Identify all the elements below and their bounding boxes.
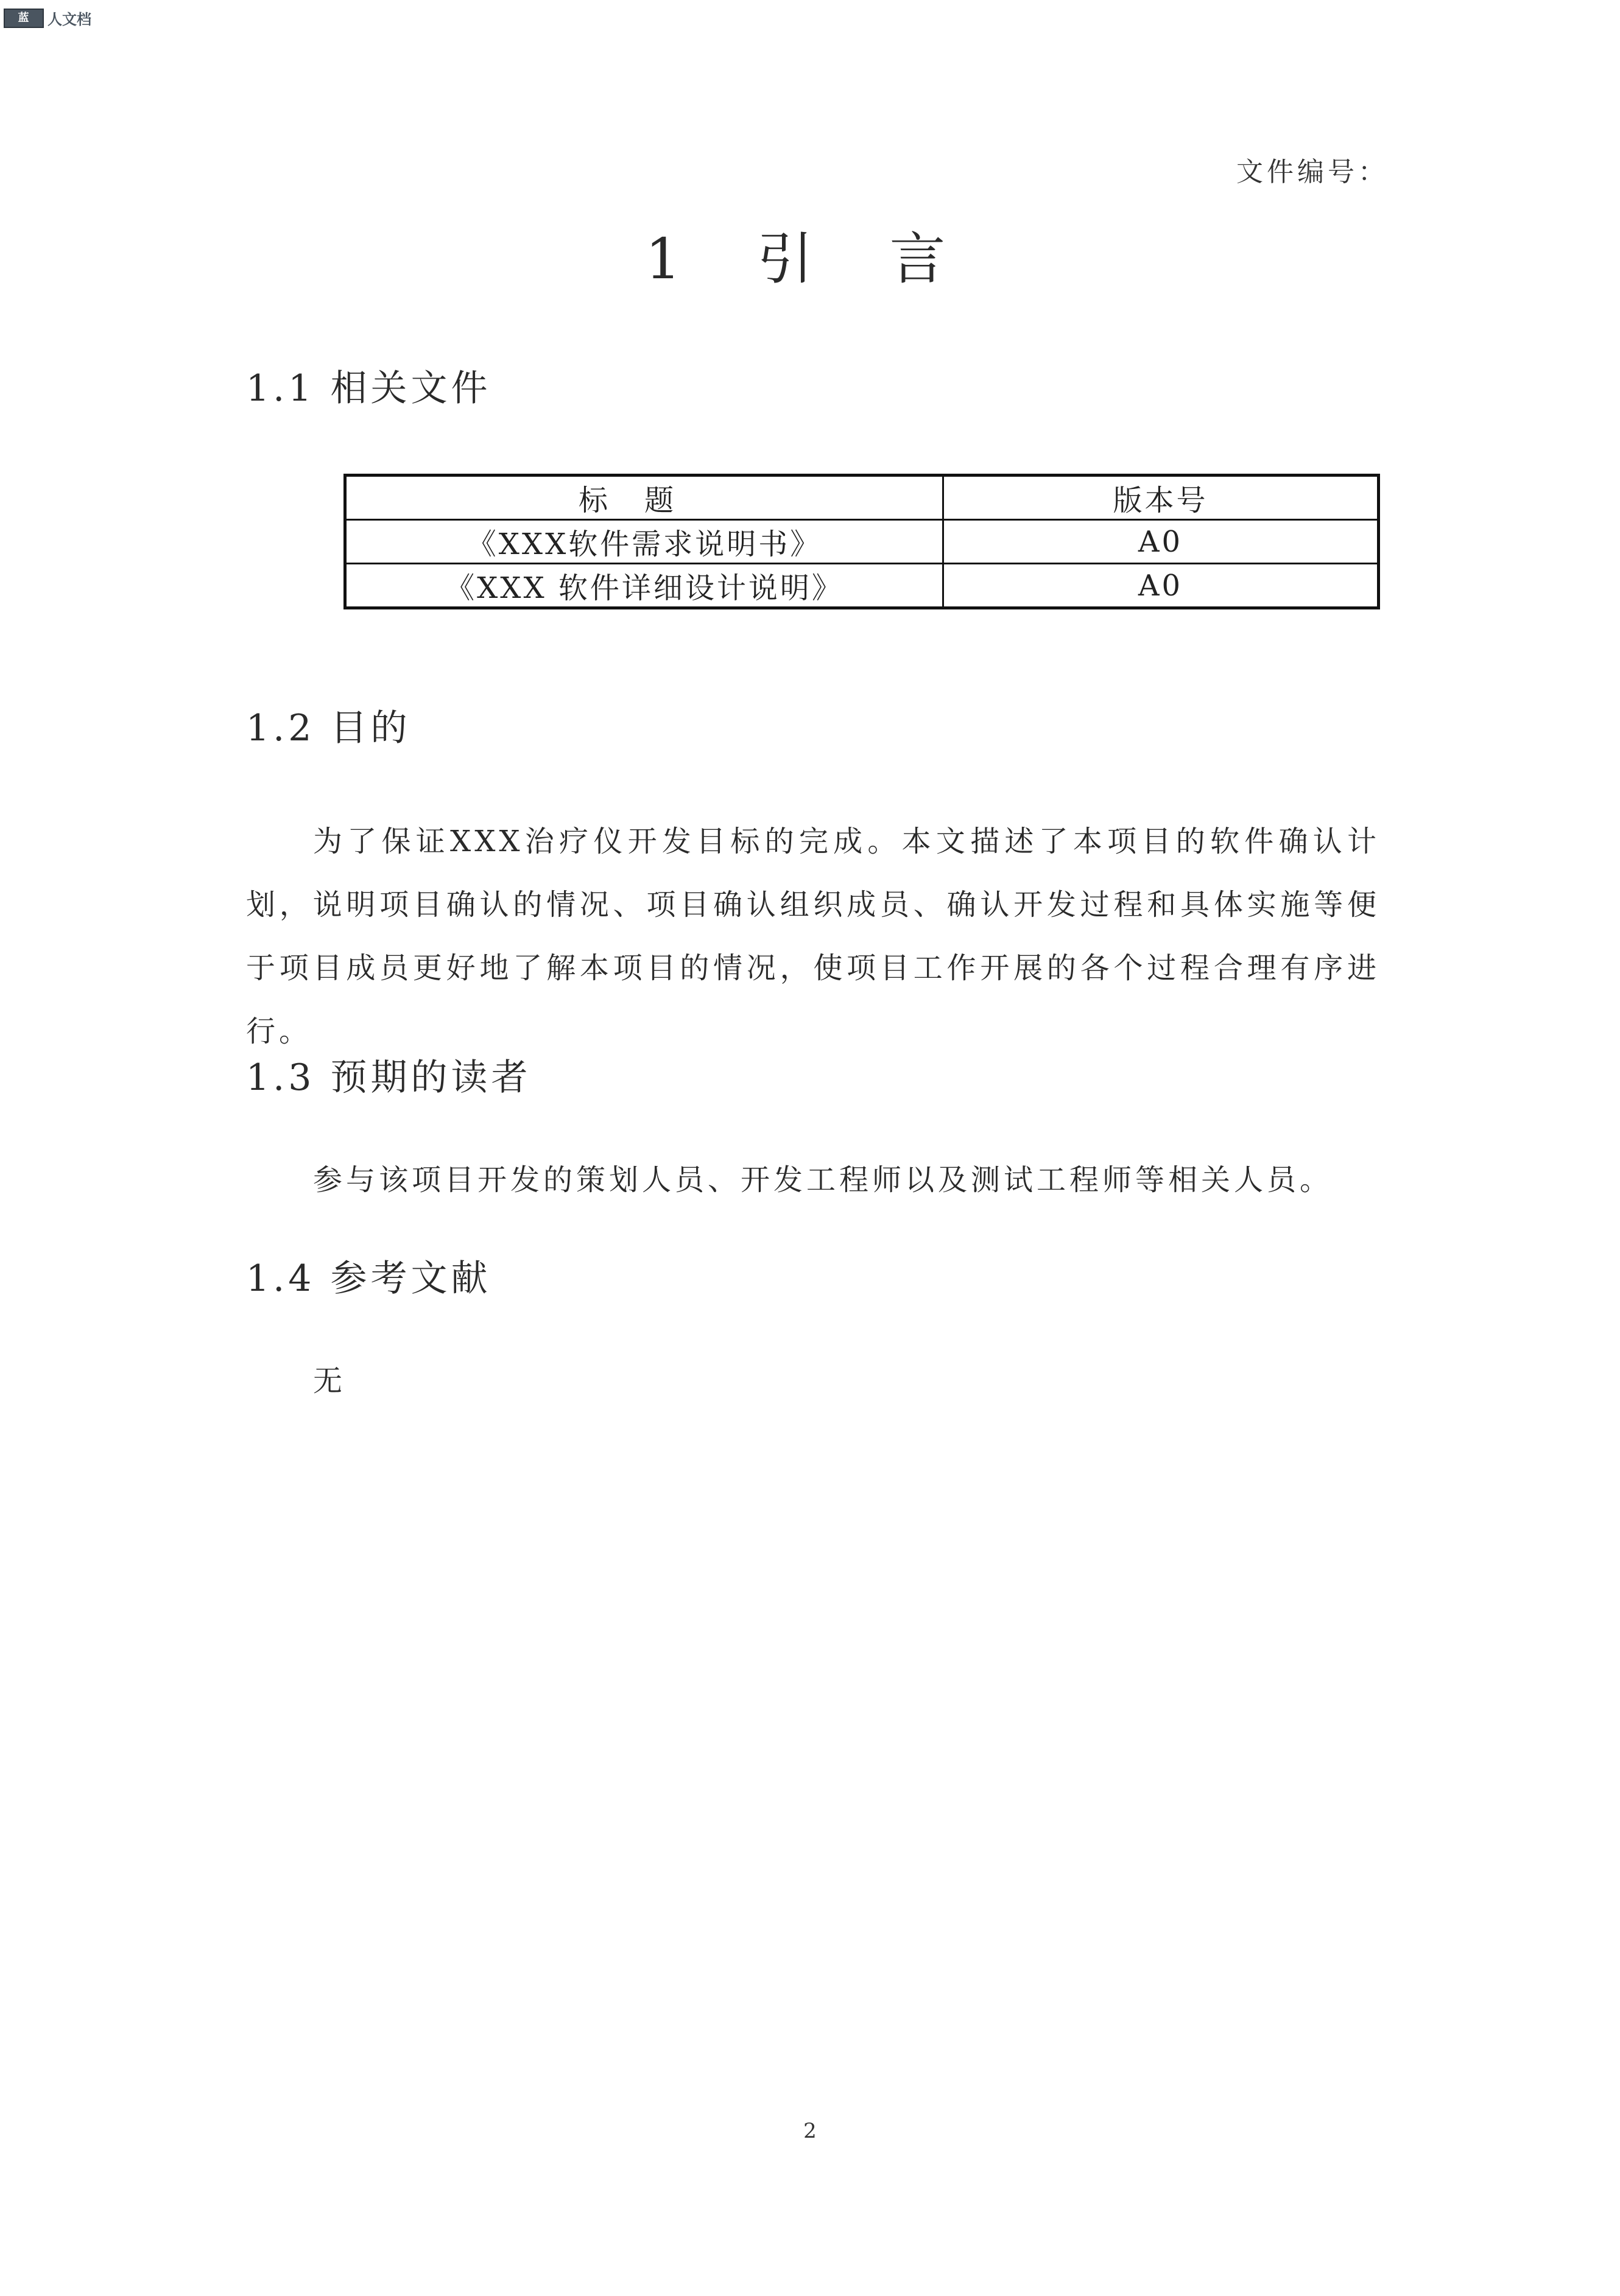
purpose-paragraph: 为了保证XXX治疗仪开发目标的完成。本文描述了本项目的软件确认计划，说明项目确认的情况、项目确认组织成员、确认开发过程和具体实施等便于项目成员更好地了解本项目的情况，使项目工作开展的各个过程合理有序进行。 — [246, 824, 1380, 1048]
logo-mark: 蓝 — [4, 9, 44, 28]
section-heading-related-docs: 1.1 相关文件 — [246, 367, 491, 410]
section-heading-purpose: 1.2 目的 — [246, 707, 411, 750]
audience-paragraph: 参与该项目开发的策划人员、开发工程师以及测试工程师等相关人员。 — [313, 1163, 1333, 1197]
table-header-row — [345, 476, 1379, 520]
table-row — [345, 520, 1379, 564]
section-heading-references: 1.4 参考文献 — [246, 1257, 491, 1300]
section-heading-audience: 1.3 预期的读者 — [246, 1056, 532, 1099]
table-cell-version: A0 — [943, 520, 1379, 564]
table-cell-version: A0 — [943, 564, 1379, 608]
file-number-label: 文件编号： — [1236, 156, 1389, 188]
watermark-logo — [4, 7, 91, 29]
chapter-title: 1 引 言 — [645, 226, 975, 292]
logo-text: 人文档 — [48, 11, 91, 28]
table-header-title: 标题 — [345, 476, 943, 520]
table-cell-title: 《XXX 软件详细设计说明》 — [345, 564, 943, 608]
references-paragraph: 无 — [313, 1364, 347, 1398]
table-cell-title: 《XXX软件需求说明书》 — [345, 520, 943, 564]
table-row — [345, 564, 1379, 608]
related-docs-table — [343, 474, 1380, 609]
page-number: 2 — [803, 2119, 817, 2143]
table-header-version: 版本号 — [943, 476, 1379, 520]
